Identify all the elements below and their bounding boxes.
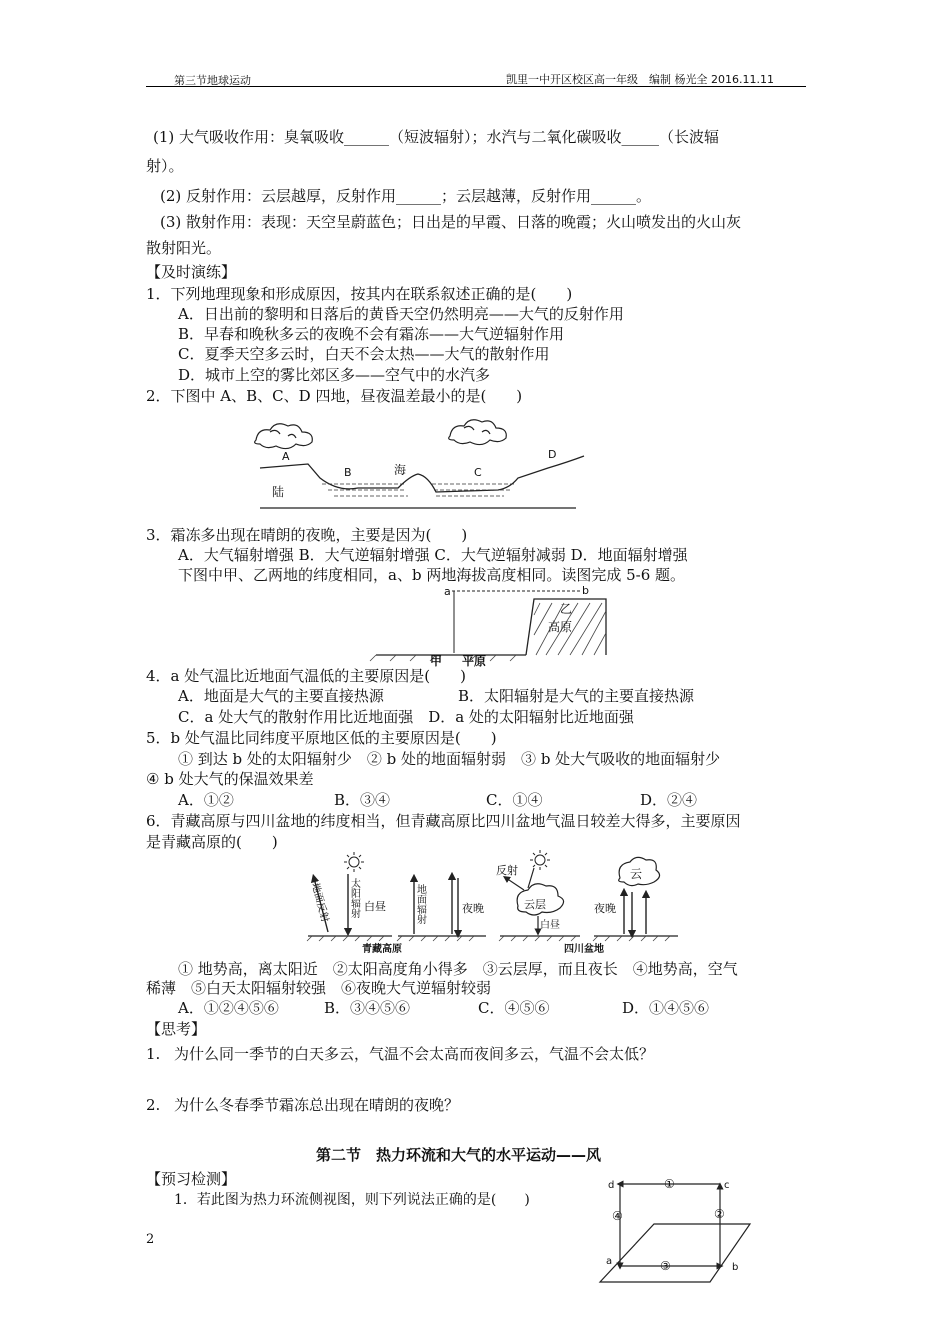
practice-heading: 【及时演练】: [146, 263, 237, 281]
q6-cloud: 云: [630, 867, 643, 881]
q2-label-c: C: [474, 466, 482, 479]
intro-p1-line1: (1) 大气吸收作用：臭氧吸收______（短波辐射）；水汽与二氧化碳吸收_____（长波辐: [153, 128, 720, 146]
q2-label-d: D: [548, 448, 557, 461]
intro-q5-6: 下图中甲、乙两地的纬度相同，a、b 两地海拔高度相同。读图完成 5-6 题。: [178, 566, 686, 584]
q2-label-a: A: [282, 450, 290, 463]
circ-label-d: d: [608, 1180, 615, 1191]
q6-line1: ① 地势高，离太阳近 ②太阳高度角小得多 ③云层厚，而且夜长 ④地势高，空气: [178, 960, 738, 978]
q56-label-yi: 乙: [560, 602, 573, 616]
q6-option-d: D．①④⑤⑥: [622, 999, 710, 1017]
section2-q1: 1．若此图为热力环流侧视图，则下列说法正确的是( ): [174, 1192, 530, 1208]
q1-stem: 1．下列地理现象和形成原因，按其内在联系叙述正确的是( ): [146, 285, 573, 303]
q6-line2: 稀薄 ⑤白天太阳辐射较强 ⑥夜晚大气逆辐射较弱: [146, 979, 492, 997]
sun-icon: [530, 850, 550, 870]
q4-options-cd: C．a 处大气的散射作用比近地面强 D．a 处的太阳辐射比近地面强: [178, 708, 634, 726]
cloud-icon: [255, 424, 313, 449]
q5-option-d: D．②④: [640, 791, 698, 809]
q6-sc: 四川盆地: [564, 944, 604, 955]
q6-solar: 太阳辐射: [348, 878, 360, 918]
q6-option-a: A．①②④⑤⑥: [178, 999, 279, 1017]
header-rule: [146, 86, 806, 87]
think-q1: 为什么同一季节的白天多云，气温不会太高而夜间多云，气温不会太低？: [174, 1045, 655, 1063]
think-q2: 为什么冬春季节霜冻总出现在晴朗的夜晚？: [174, 1096, 460, 1114]
q6-stem-line1: 6．青藏高原与四川盆地的纬度相当，但青藏高原比四川盆地气温日较差大得多，主要原因: [146, 812, 741, 830]
q6-ground-rad: 地面辐射: [414, 884, 426, 924]
q56-label-jia: 甲: [430, 654, 443, 668]
q6-night2: 夜晚: [594, 902, 616, 915]
intro-p3-line2: 散射阳光。: [146, 239, 222, 257]
circ-label-2: ②: [714, 1207, 725, 1221]
q2-figure: [248, 418, 588, 518]
q1-option-c: C．夏季天空多云时，白天不会太热——大气的散射作用: [178, 345, 550, 363]
think-heading: 【思考】: [146, 1020, 207, 1038]
q1-option-a: A．日出前的黎明和日落后的黄昏天空仍然明亮——大气的反射作用: [178, 305, 624, 323]
think-q1-num: 1.: [146, 1045, 161, 1063]
q6-stem-line2: 是青藏高原的( ): [146, 833, 278, 851]
q5-option-b: B．③④: [334, 791, 391, 809]
preview-heading: 【预习检测】: [146, 1170, 237, 1188]
q6-day: 白昼: [364, 900, 386, 913]
q6-figure: [302, 848, 682, 958]
intro-p1-line2: 射）。: [146, 157, 184, 175]
q56-label-b: b: [582, 584, 589, 597]
q1-option-b: B．早春和晚秋多云的夜晚不会有霜冻——大气逆辐射作用: [178, 325, 565, 343]
q6-reflect: 反射: [496, 864, 518, 877]
intro-p3-line1: (3) 散射作用：表现：天空呈蔚蓝色；日出是的早霞、日落的晚霞；火山喷发出的火山灰: [160, 213, 742, 231]
q6-option-b: B．③④⑤⑥: [324, 999, 411, 1017]
q3-stem: 3．霜冻多出现在晴朗的夜晚，主要是因为( ): [146, 526, 468, 544]
q56-label-a: a: [444, 585, 451, 598]
q4-stem: 4．a 处气温比近地面气温低的主要原因是( ): [146, 667, 466, 685]
q4-option-b: B．太阳辐射是大气的主要直接热源: [458, 687, 695, 705]
circ-label-1: ①: [664, 1177, 675, 1191]
cloud-icon: [449, 420, 507, 445]
q2-stem: 2．下图中 A、B、C、D 四地，昼夜温差最小的是( ): [146, 387, 523, 405]
section2-title: 第二节 热力环流和大气的水平运动——风: [316, 1146, 602, 1164]
q1-option-d: D．城市上空的雾比郊区多——空气中的水汽多: [178, 366, 491, 384]
sun-icon: [344, 852, 364, 872]
circ-label-c: c: [724, 1180, 730, 1191]
q56-label-plateau: 高原: [548, 620, 573, 634]
q56-label-plain: 平原: [462, 654, 487, 668]
q6-option-c: C．④⑤⑥: [478, 999, 550, 1017]
page-number: 2: [146, 1232, 155, 1247]
q3-options: A．大气辐射增强 B．大气逆辐射增强 C．大气逆辐射减弱 D．地面辐射增强: [178, 546, 688, 564]
q6-day2: 白昼: [540, 920, 560, 931]
q2-label-land: 陆: [272, 485, 285, 499]
q6-night: 夜晚: [462, 902, 484, 915]
q5-line2: ④ b 处大气的保温效果差: [146, 770, 314, 788]
q5-line1: ① 到达 b 处的太阳辐射少 ② b 处的地面辐射弱 ③ b 处大气吸收的地面辐射少: [178, 750, 721, 768]
q5-option-a: A．①②: [178, 791, 234, 809]
q4-option-a: A．地面是大气的主要直接热源: [178, 687, 384, 705]
intro-p2: (2) 反射作用：云层越厚，反射作用______；云层越薄，反射作用______。: [160, 187, 652, 205]
q2-label-b: B: [344, 466, 352, 479]
q5-stem: 5．b 处气温比同纬度平原地区低的主要原因是( ): [146, 729, 497, 747]
circulation-figure: [600, 1176, 760, 1286]
circ-label-4: ④: [612, 1209, 623, 1223]
q6-cloud-layer: 云层: [524, 898, 546, 911]
header-right: 凯里一中开区校区高一年级 编制 杨光全 2016.11.11: [506, 73, 774, 86]
q6-qz: 青藏高原: [362, 944, 402, 955]
q56-figure: [376, 584, 616, 668]
q6-ground-reflect: 地面反射: [309, 881, 331, 924]
circ-label-a: a: [606, 1256, 613, 1267]
q2-label-sea: 海: [394, 463, 407, 477]
circ-label-3: ③: [660, 1259, 671, 1273]
q5-option-c: C．①④: [486, 791, 543, 809]
circ-label-b: b: [732, 1262, 739, 1273]
think-q2-num: 2.: [146, 1096, 161, 1114]
header-left: 第三节地球运动: [174, 74, 251, 87]
